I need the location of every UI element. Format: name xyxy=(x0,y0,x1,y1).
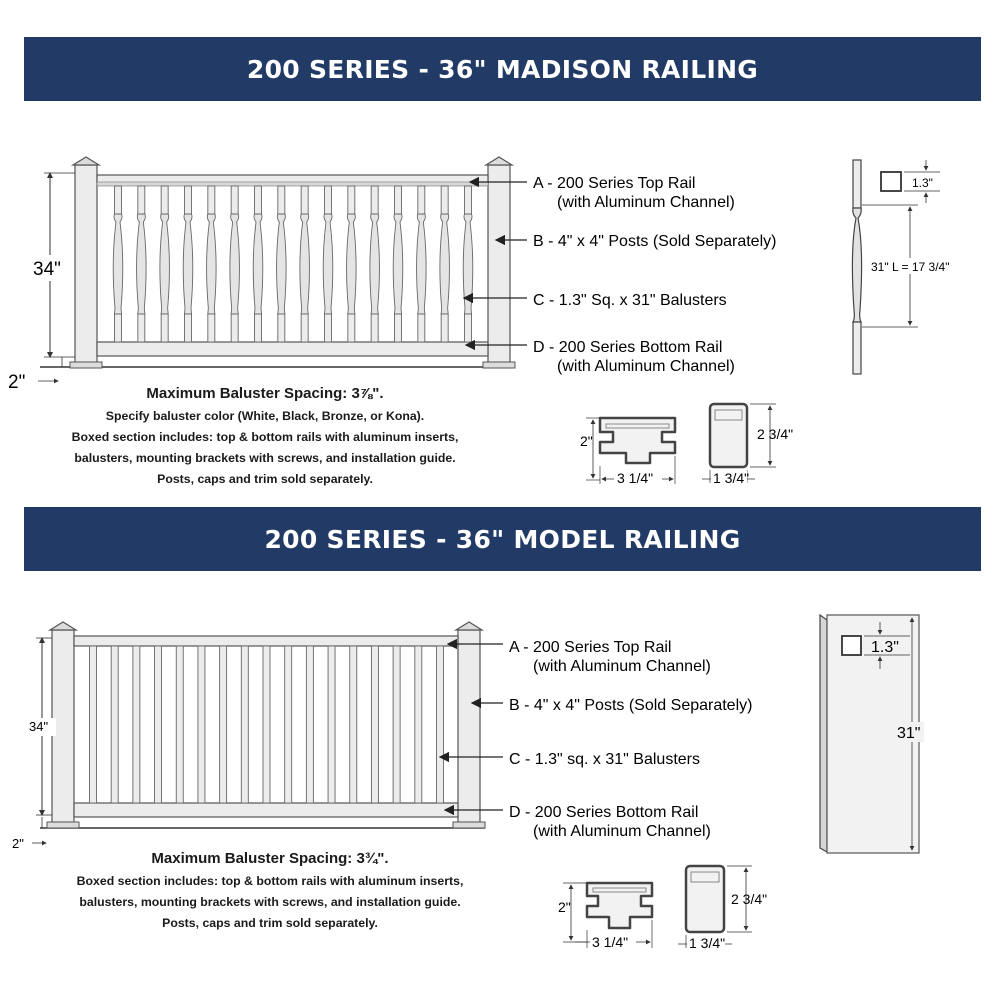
madison-insert-height: 2 3/4" xyxy=(757,426,794,442)
madison-baluster-square-label: 1.3" xyxy=(912,176,933,190)
model-baluster xyxy=(371,646,378,803)
model-callout-c: C - 1.3" sq. x 31" Balusters xyxy=(509,751,700,768)
model-railing-drawing xyxy=(12,622,485,851)
madison-baluster-length-label: 31" L = 17 3/4" xyxy=(871,260,950,274)
model-baluster-length-label: 31" xyxy=(897,725,921,742)
model-note-line: balusters, mounting brackets with screws, and installation guide. xyxy=(79,895,461,909)
model-baluster xyxy=(90,646,97,803)
madison-callout-c: C - 1.3" Sq. x 31" Balusters xyxy=(533,292,727,309)
madison-callout-a-sub: (with Aluminum Channel) xyxy=(557,194,735,211)
madison-note-line: Posts, caps and trim sold separately. xyxy=(157,472,373,486)
model-height-label: 34" xyxy=(29,719,49,734)
model-callout-a-sub: (with Aluminum Channel) xyxy=(533,658,711,675)
model-profile-height: 2" xyxy=(558,899,571,915)
madison-baluster xyxy=(323,186,333,342)
model-gap-label: 2" xyxy=(12,836,24,851)
model-callout-b: B - 4" x 4" Posts (Sold Separately) xyxy=(509,697,753,714)
madison-note-line: Specify baluster color (White, Black, Bronze, or Kona). xyxy=(105,409,425,423)
madison-callout-a: A - 200 Series Top Rail xyxy=(533,175,696,192)
madison-baluster xyxy=(183,186,193,342)
model-spacing-heading: Maximum Baluster Spacing: 3¾". xyxy=(151,850,389,867)
madison-baluster xyxy=(113,186,123,342)
model-baluster xyxy=(306,646,313,803)
madison-baluster xyxy=(230,186,240,342)
madison-baluster xyxy=(253,186,263,342)
madison-callout-d-sub: (with Aluminum Channel) xyxy=(557,358,735,375)
madison-left-post xyxy=(70,157,102,368)
madison-insert-width: 1 3/4" xyxy=(713,470,750,486)
model-aluminum-insert xyxy=(678,866,767,951)
model-insert-width: 1 3/4" xyxy=(689,935,726,951)
model-profile-width: 3 1/4" xyxy=(592,934,629,950)
model-baluster xyxy=(350,646,357,803)
model-note-line: Posts, caps and trim sold separately. xyxy=(162,916,378,930)
section-2-title: 200 SERIES - 36" MODEL RAILING xyxy=(264,524,741,554)
madison-baluster-detail xyxy=(852,160,950,374)
model-baluster xyxy=(176,646,183,803)
madison-profile-height: 2" xyxy=(580,433,593,449)
model-callout-d: D - 200 Series Bottom Rail xyxy=(509,804,699,821)
section-1-title: 200 SERIES - 36" MADISON RAILING xyxy=(246,54,759,84)
madison-notes xyxy=(40,385,490,490)
model-note-line: Boxed section includes: top & bottom rails with aluminum inserts, xyxy=(76,874,464,888)
model-baluster xyxy=(198,646,205,803)
model-baluster xyxy=(393,646,400,803)
madison-aluminum-insert xyxy=(702,404,793,486)
model-rail-profile xyxy=(558,883,652,950)
model-baluster xyxy=(241,646,248,803)
madison-baluster xyxy=(370,186,380,342)
madison-baluster xyxy=(347,186,357,342)
model-baluster xyxy=(263,646,270,803)
model-baluster-square-label: 1.3" xyxy=(871,639,899,656)
madison-baluster xyxy=(300,186,310,342)
madison-callout-d: D - 200 Series Bottom Rail xyxy=(533,339,723,356)
madison-baluster xyxy=(417,186,427,342)
madison-callout-b: B - 4" x 4" Posts (Sold Separately) xyxy=(533,233,777,250)
madison-right-post xyxy=(483,157,515,368)
model-baluster xyxy=(415,646,422,803)
madison-baluster xyxy=(160,186,170,342)
model-baluster xyxy=(155,646,162,803)
madison-note-line: balusters, mounting brackets with screws, and installation guide. xyxy=(74,451,456,465)
model-right-post xyxy=(453,622,485,828)
madison-callouts xyxy=(464,175,776,375)
madison-balusters xyxy=(113,186,473,342)
model-balusters xyxy=(90,646,444,803)
model-callout-d-sub: (with Aluminum Channel) xyxy=(533,823,711,840)
madison-baluster xyxy=(277,186,287,342)
madison-railing-drawing xyxy=(8,157,515,393)
model-top-rail xyxy=(74,636,458,646)
madison-baluster xyxy=(440,186,450,342)
madison-baluster xyxy=(137,186,147,342)
model-baluster xyxy=(133,646,140,803)
model-baluster xyxy=(437,646,444,803)
madison-baluster xyxy=(463,186,473,342)
madison-rail-profile xyxy=(580,418,675,486)
model-baluster xyxy=(220,646,227,803)
madison-baluster xyxy=(207,186,217,342)
model-baluster-detail xyxy=(820,615,924,853)
model-callouts xyxy=(440,639,752,840)
model-baluster xyxy=(111,646,118,803)
model-baluster xyxy=(328,646,335,803)
model-baluster xyxy=(285,646,292,803)
madison-spacing-heading: Maximum Baluster Spacing: 3⅞". xyxy=(146,385,384,402)
madison-bottom-rail xyxy=(97,342,488,356)
madison-height-label: 34" xyxy=(33,259,61,280)
madison-gap-label: 2" xyxy=(8,372,26,393)
model-bottom-rail xyxy=(74,803,458,817)
model-callout-a: A - 200 Series Top Rail xyxy=(509,639,672,656)
madison-profile-width: 3 1/4" xyxy=(617,470,654,486)
model-notes xyxy=(30,850,510,934)
madison-baluster xyxy=(393,186,403,342)
model-insert-height: 2 3/4" xyxy=(731,891,768,907)
madison-note-line: Boxed section includes: top & bottom rails with aluminum inserts, xyxy=(71,430,459,444)
